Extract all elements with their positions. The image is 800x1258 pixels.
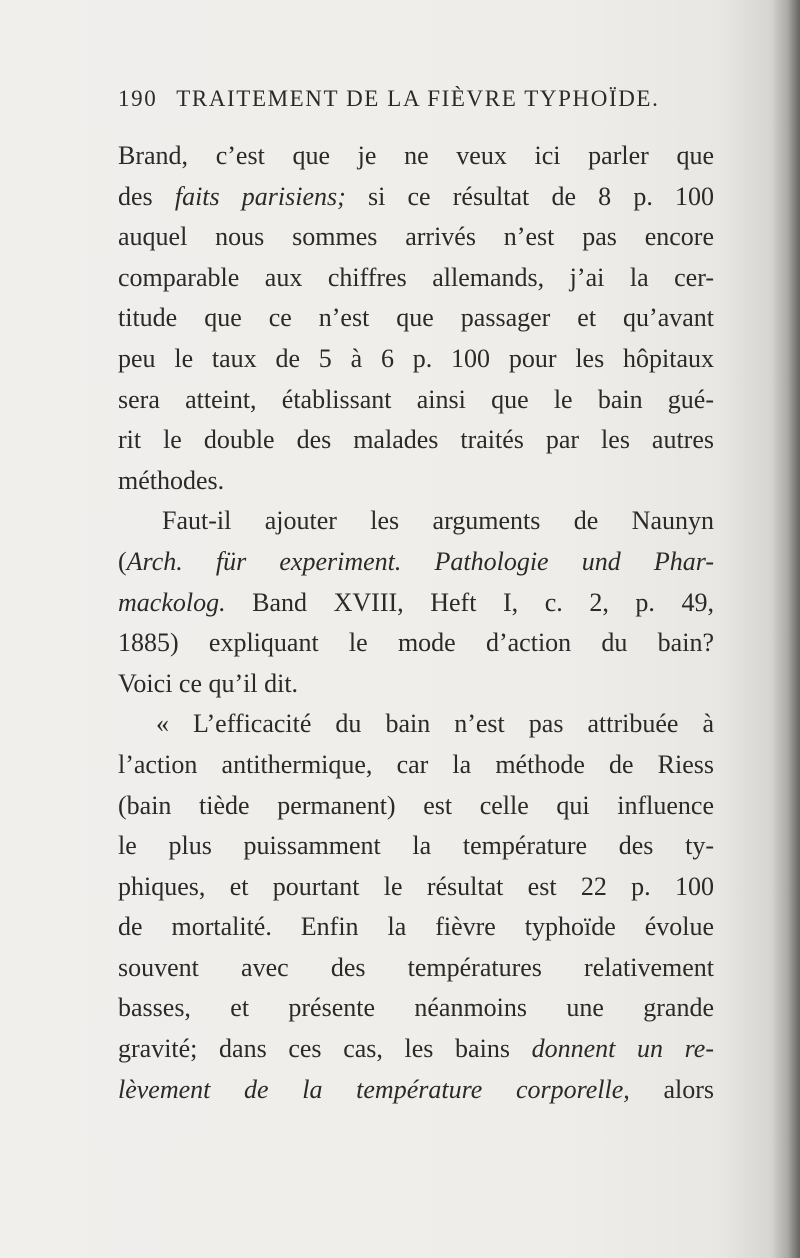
text-line: 1885) expliquant le mode d’action du bain? <box>118 628 714 658</box>
text-line: des faits parisiens; si ce résultat de 8 p. 100 <box>118 181 714 211</box>
text-line: (Arch. für experiment. Pathologie und Phar- <box>118 546 714 576</box>
quote-line: basses, et présente néanmoins une grande <box>118 993 714 1023</box>
text-line: peu le taux de 5 à 6 p. 100 pour les hôpitaux <box>118 343 714 373</box>
quote-line: « L’efficacité du bain n’est pas attribuée à <box>156 709 714 739</box>
page-number: 190 <box>118 86 158 111</box>
quote-line: phiques, et pourtant le résultat est 22 p. 100 <box>118 871 714 901</box>
text-line: auquel nous sommes arrivés n’est pas encore <box>118 222 714 252</box>
text-line: rit le double des malades traités par les autres <box>118 425 714 455</box>
text-line: Faut-il ajouter les arguments de Naunyn <box>162 506 714 536</box>
quote-line: de mortalité. Enfin la fièvre typhoïde évolue <box>118 912 714 942</box>
running-header <box>118 86 678 112</box>
text-line: méthodes. <box>118 465 225 495</box>
text-line: Voici ce qu’il dit. <box>118 668 299 698</box>
quote-line: souvent avec des températures relativement <box>118 952 714 982</box>
quote-line: (bain tiède permanent) est celle qui influence <box>118 790 714 820</box>
text-line: mackolog. Band XVIII, Heft I, c. 2, p. 49, <box>118 587 714 617</box>
quote-line: le plus puissamment la température des ty- <box>118 831 714 861</box>
page-edge-shadow <box>772 0 800 1258</box>
body-text <box>118 136 714 1110</box>
quote-line: lèvement de la température corporelle, alors <box>118 1074 714 1104</box>
quote-line: gravité; dans ces cas, les bains donnent un re- <box>118 1034 714 1064</box>
text-line: titude que ce n’est que passager et qu’avant <box>118 303 714 333</box>
text-line: comparable aux chiffres allemands, j’ai la cer- <box>118 262 714 292</box>
header-title: TRAITEMENT DE LA FIÈVRE TYPHOÏDE. <box>176 86 660 111</box>
text-line: Brand, c’est que je ne veux ici parler que <box>118 141 714 170</box>
text-line: sera atteint, établissant ainsi que le bain gué- <box>118 384 714 414</box>
quote-line: l’action antithermique, car la méthode de Riess <box>118 749 714 779</box>
